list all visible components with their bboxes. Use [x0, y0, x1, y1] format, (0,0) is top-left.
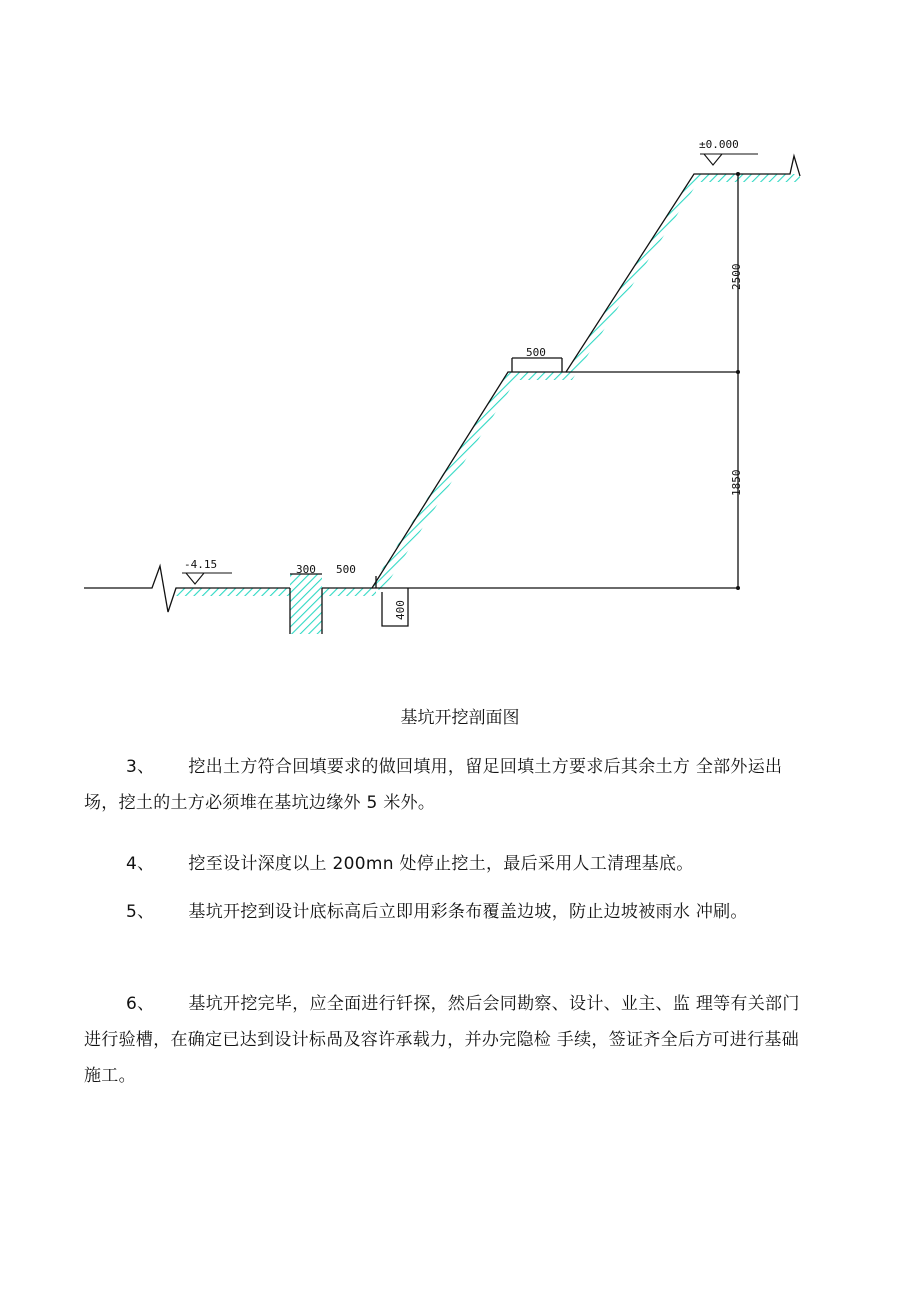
dimension-berm: 500 [526, 346, 546, 359]
dimension-upper-slope: 2500 [730, 263, 743, 290]
dimension-toe-offset: 500 [336, 563, 356, 576]
paragraph-number: 4、 [126, 854, 155, 874]
paragraph-number: 3、 [126, 757, 155, 777]
paragraph-number: 5、 [126, 902, 155, 922]
paragraph-text: 挖至设计深度以上 200mn 处停止挖土，最后采用人工清理基底。 [188, 854, 694, 874]
paragraph-5 [84, 894, 804, 930]
dimension-ditch-width: 300 [296, 563, 316, 576]
elevation-marker-bottom [182, 573, 232, 584]
paragraph-number: 6、 [126, 994, 155, 1014]
dimension-ditch-depth: 400 [394, 600, 407, 620]
dimension-lower-slope: 1850 [730, 469, 743, 496]
paragraph-6 [84, 986, 804, 1094]
elevation-marker-top [700, 154, 758, 165]
elevation-label-top: ±0.000 [699, 138, 739, 151]
figure-caption: 基坑开挖剖面图 [400, 708, 520, 728]
paragraph-text: 基坑开挖完毕，应全面进行钎探，然后会同勘察、设计、业主、监 理等有关部门进行验槽，在确定已达到设计标咼及容许承载力，并办完隐检 手续，签证齐全后方可进行基础施工。 [84, 994, 800, 1086]
elevation-label-bottom: -4.15 [184, 558, 218, 571]
paragraph-text: 基坑开挖到设计底标高后立即用彩条布覆盖边坡，防止边坡被雨水 冲刷。 [188, 902, 748, 922]
paragraph-3 [84, 749, 804, 821]
paragraph-4 [84, 846, 804, 882]
paragraph-text: 挖出土方符合回填要求的做回填用，留足回填土方要求后其余土方 全部外运出场，挖土的土方必须堆在基坑边缘外 5 米外。 [84, 757, 783, 813]
